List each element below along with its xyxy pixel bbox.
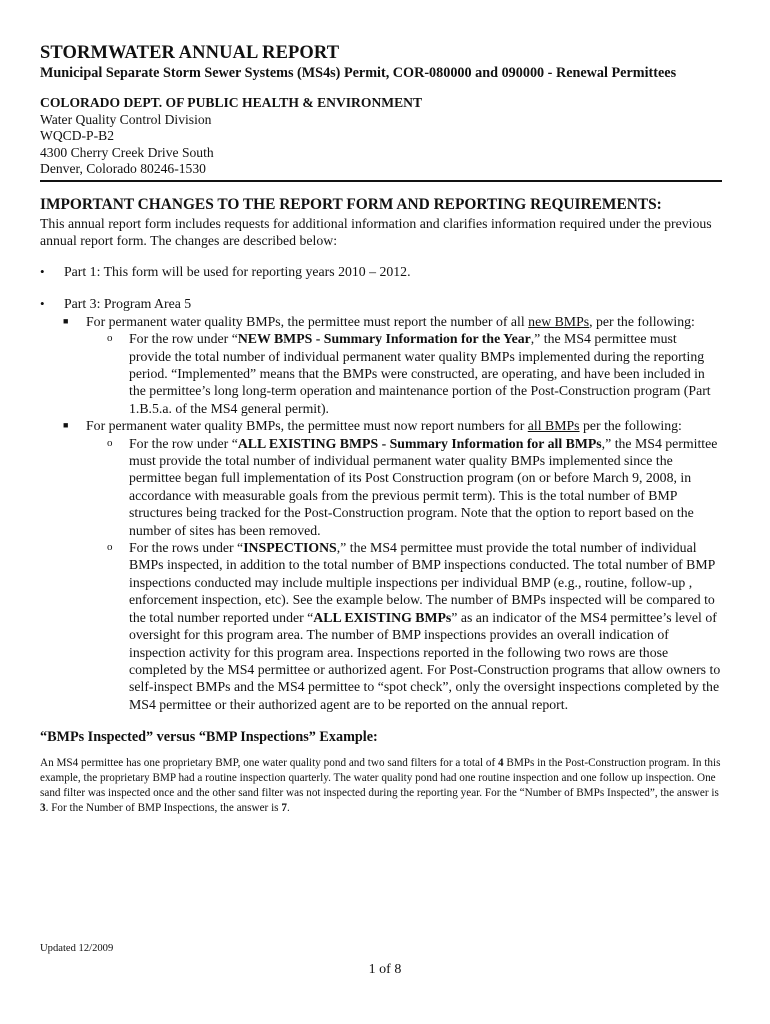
underlined-text: all BMPs	[527, 418, 580, 434]
header-divider	[40, 180, 722, 182]
agency-division: Water Quality Control Division	[40, 111, 212, 127]
changes-heading: IMPORTANT CHANGES TO THE REPORT FORM AND REPORTING REQUIREMENTS:	[40, 195, 662, 213]
report-subtitle: Municipal Separate Storm Sewer Systems (MS4s) Permit, COR-080000 and 090000 - Renewal Permittees	[40, 65, 677, 81]
agency-name: COLORADO DEPT. OF PUBLIC HEALTH & ENVIRONMENT	[40, 95, 423, 110]
text: . For the Number of BMP Inspections, the answer is	[45, 802, 282, 815]
list-item-inspections-row	[40, 539, 722, 713]
bold-text: ALL EXISTING BMPs	[313, 609, 452, 625]
part3-text: Part 3: Program Area 5	[64, 296, 192, 312]
text: , per the following:	[589, 313, 695, 329]
updated-date: Updated 12/2009	[40, 943, 114, 954]
list-item-new-bmps	[40, 313, 722, 330]
text: ,” the MS4 permittee must provide the total number of individual BMPs inspected, in addition to the total number of BMP inspections conducted. The total number of BMP inspections conducted may include multiple inspections per individual BMP (e.g., routine, follow-up , enforcement inspection, etc). See the example below. The number of BMPs inspected will be compared to the total number reported under “	[129, 540, 715, 625]
text: per the following:	[579, 418, 682, 434]
bullet-icon: •	[40, 296, 45, 312]
square-bullet-icon: ■	[63, 420, 69, 431]
text: For permanent water quality BMPs, the permittee must now report numbers for	[86, 418, 528, 434]
text: ,” the MS4 permittee must provide the total number of individual permanent water quality BMPs implemented during the reporting period. “Implemented” means that the BMPs were constructed, are operating, and have been included in the permittee’s long long-term operation and maintenance portion of the Post-Construction program (Part 1.B.5.a. of the MS4 general permit).	[129, 331, 711, 416]
bold-number: 7	[281, 802, 287, 815]
text: For the rows under “	[129, 540, 244, 556]
text: An MS4 permittee has one proprietary BMP, one water quality pond and two sand filters for a total of	[40, 757, 498, 770]
text: For the row under “	[129, 331, 238, 347]
text: ,” the MS4 permittee must provide the total number of individual permanent water quality BMPs implemented since the permittee began full implementation of its Post Construction program (on or before March 9, 2008, in accordance with measurable goals from the previous permit term). This is the total number of BMP structures being tracked for the Post-Construction program. Note that the option to report based on the number of sites has been removed.	[129, 435, 718, 538]
bold-text: ALL EXISTING BMPS - Summary Information for all BMPs	[237, 435, 602, 451]
example-body	[40, 756, 722, 816]
agency-street: 4300 Cherry Creek Drive South	[40, 144, 214, 160]
part1-text: Part 1: This form will be used for reporting years 2010 – 2012.	[64, 263, 411, 279]
page-number: 1 of 8	[368, 962, 402, 977]
list-item-part1	[40, 263, 722, 280]
underlined-text: new BMPs	[528, 313, 590, 329]
square-bullet-icon: ■	[63, 315, 69, 326]
list-item-new-bmps-row	[40, 330, 722, 417]
agency-city: Denver, Colorado 80246-1530	[40, 161, 206, 177]
agency-code: WQCD-P-B2	[40, 128, 115, 144]
report-title: STORMWATER ANNUAL REPORT	[40, 43, 340, 63]
text: BMPs in the Post-Construction program. In this example, the proprietary BMP had a routine inspection quarterly. The water quality pond had one routine inspection and one follow up inspection. One sand filter was inspected once and the other sand filter was not inspected during the reporting year. For the “Number of BMPs Inspected”, the answer is	[40, 757, 721, 800]
list-item-existing-bmps-row	[40, 435, 722, 539]
bold-text: INSPECTIONS	[243, 540, 337, 556]
text: ” as an indicator of the MS4 permittee’s level of oversight for this program area. The number of BMP inspections provides an overall indication of inspection activity for this program area. Inspections reported in the following two rows are those completed by the MS4 permittee or authorized agent. For Post-Construction programs that allow owners to self-inspect BMPs and the MS4 permittee to “spot check”, only the oversight inspections completed by the MS4 permittee or their authorized agent are to be reported on the annual report.	[129, 609, 721, 712]
agency-address-block	[40, 95, 722, 178]
bold-text: NEW BMPS - Summary Information for the Year	[237, 331, 531, 347]
bold-number: 3	[40, 802, 46, 815]
text: .	[286, 802, 290, 815]
circle-bullet-icon: o	[107, 436, 113, 449]
circle-bullet-icon: o	[107, 332, 113, 345]
example-heading: “BMPs Inspected” versus “BMP Inspections” Example:	[40, 729, 378, 746]
circle-bullet-icon: o	[107, 541, 113, 554]
bullet-icon: •	[40, 263, 45, 279]
list-item-all-bmps	[40, 417, 722, 434]
list-item-part3	[40, 295, 722, 312]
text: For the row under “	[129, 435, 238, 451]
bold-number: 4	[497, 757, 504, 770]
report-page	[40, 42, 722, 816]
text: For permanent water quality BMPs, the permittee must report the number of all	[86, 313, 529, 329]
changes-intro: This annual report form includes requests for additional information and clarifies information required under the previous annual report form. The changes are described below:	[40, 215, 712, 248]
